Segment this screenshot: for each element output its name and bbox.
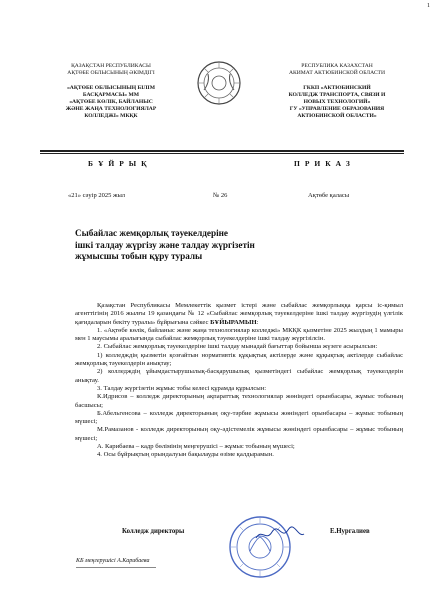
title-line1: Сыбайлас жемқорлық тәуекелдеріне: [75, 228, 229, 238]
order-body: [75, 302, 403, 460]
item-1: 1. «Ақтөбе көлік, байланыс және жаңа технологиялар колледжі» МКҚК қызметіне 2025 жылдың 1 мамыры мен 1 маусымы аралығында сыбайлас жемқорлық тәуекелдеріне ішкі талдау жүргізілсін.: [75, 326, 403, 343]
preamble-text: Қазақстан Республикасы Мемлекеттік қызмет істері және сыбайлас жемқорлыққа қарсы іс-қимыл агенттігінің 2016 жылғы 19 қазандағы № 12 «Сыбайлас жемқорлық тәуекелдеріне ішкі талдау жүргізудің үлгілік қағидаларын бекіту туралы» бұйрығына сәйкес: [75, 302, 403, 326]
signatory-name: Е.Нургалиев: [330, 528, 370, 535]
header-left-line1: ҚАЗАҚСТАН РЕСПУБЛИКАСЫ: [71, 63, 151, 69]
header-left-org1: «АҚТӨБЕ ОБЛЫСЫНЫҢ БІЛІМ: [67, 85, 155, 91]
handwritten-signature-icon: [254, 524, 306, 544]
header-left-org3: «АҚТӨБЕ КӨЛІК, БАЙЛАНЫС: [69, 99, 153, 105]
header-right-org3: НОВЫХ ТЕХНОЛОГИЙ»: [303, 99, 371, 105]
order-city: Ақтөбе қаласы: [308, 192, 350, 199]
prepared-by: КБ меңгерушісі А.Карибаева: [76, 558, 150, 564]
header-right-org4: ГУ «УПРАВЛЕНИЕ ОБРАЗОВАНИЯ: [289, 106, 385, 112]
member-1: К.Идрисов – колледж директорының ақпараттық технологиялар жөніндегі орынбасары, жұмыс тобының басшысы;: [75, 393, 403, 409]
header-left-org5: КОЛЛЕДЖІ» МКҚК: [84, 113, 138, 119]
order-date: «21» сәуір 2025 жыл: [68, 192, 126, 199]
signatory-position: Колледж директоры: [122, 528, 185, 535]
order-word-ru: ПРИКАЗ: [294, 159, 355, 168]
header-left: [36, 63, 186, 120]
preamble-colon: :: [256, 318, 259, 326]
header-divider-bottom: [40, 153, 404, 154]
order-number: № 26: [213, 192, 228, 199]
item-2-2: 2) колледждің ұйымдастырушылық-басқарушылық қызметіндегі сыбайлас жемқорлық тәуекелдерін анықтау.: [75, 368, 403, 384]
member-3: М.Рамазанов - колледж директорының оқу-әдістемелік жұмысы жөніндегі орынбасары – жұмыс тобының мүшесі;: [75, 426, 403, 442]
item-2: 2. Сыбайлас жемқорлық тәуекелдеріне ішкі талдау мынадай бағыттар бойынша жүзеге асырылсын:: [97, 343, 378, 351]
header-right-org2: КОЛЛЕДЖ ТРАНСПОРТА, СВЯЗИ И: [288, 92, 386, 98]
item-3: 3. Талдау жүргізетін жұмыс тобы келесі құрамда құрылсын:: [97, 384, 267, 392]
state-emblem-icon: [196, 60, 242, 106]
header-right-line2: АКИМАТ АКТЮБИНСКОЙ ОБЛАСТИ: [288, 70, 386, 76]
member-2: Б.Абельгенсова – колледж директорының оқу-тәрбие жұмысы жөніндегі орынбасары – жұмыс тобының мүшесі;: [75, 409, 403, 426]
order-title: [75, 228, 335, 263]
footer-underline: [76, 567, 156, 568]
header-right: [262, 63, 412, 120]
header-right-org5: АКТЮБИНСКОЙ ОБЛАСТИ»: [297, 113, 377, 119]
header-right-line1: РЕСПУБЛИКА КАЗАХСТАН: [301, 63, 373, 69]
item-2-1: 1) колледждің қызметін қозғайтын нормативтік құқықтық актілерде және құқықтық актілерде сыбайлас жемқорлық тәуекелдерін анықтау;: [75, 351, 403, 368]
preamble: [75, 302, 403, 327]
order-verb: БҰЙЫРАМЫН: [210, 318, 257, 326]
member-4: А. Карибаева – кадр бөлімінің меңгерушісі – жұмыс тобының мүшесі;: [97, 443, 295, 451]
header-left-org2: БАСҚАРМАСЫ» ММ: [82, 92, 140, 98]
title-line2: ішкі талдау жүргізу және талдау жүргізетін: [75, 239, 255, 250]
header-right-org1: ГККП «АКТЮБИНСКИЙ: [303, 85, 371, 91]
header-left-org4: ЖӘНЕ ЖАҢА ТЕХНОЛОГИЯЛАР: [65, 106, 157, 112]
order-word-kz: БҰЙРЫҚ: [88, 159, 152, 168]
header-divider-top: [40, 150, 404, 152]
header-left-line2: АҚТӨБЕ ОБЛЫСЫНЫҢ ӘКІМДІГІ: [67, 70, 155, 76]
title-line3: жұмысшы тобын құру туралы: [75, 251, 203, 261]
item-4: 4. Осы бұйрықтың орындалуын бақылауды өзіме қалдырамын.: [97, 451, 274, 459]
page-number: 1: [427, 3, 430, 9]
